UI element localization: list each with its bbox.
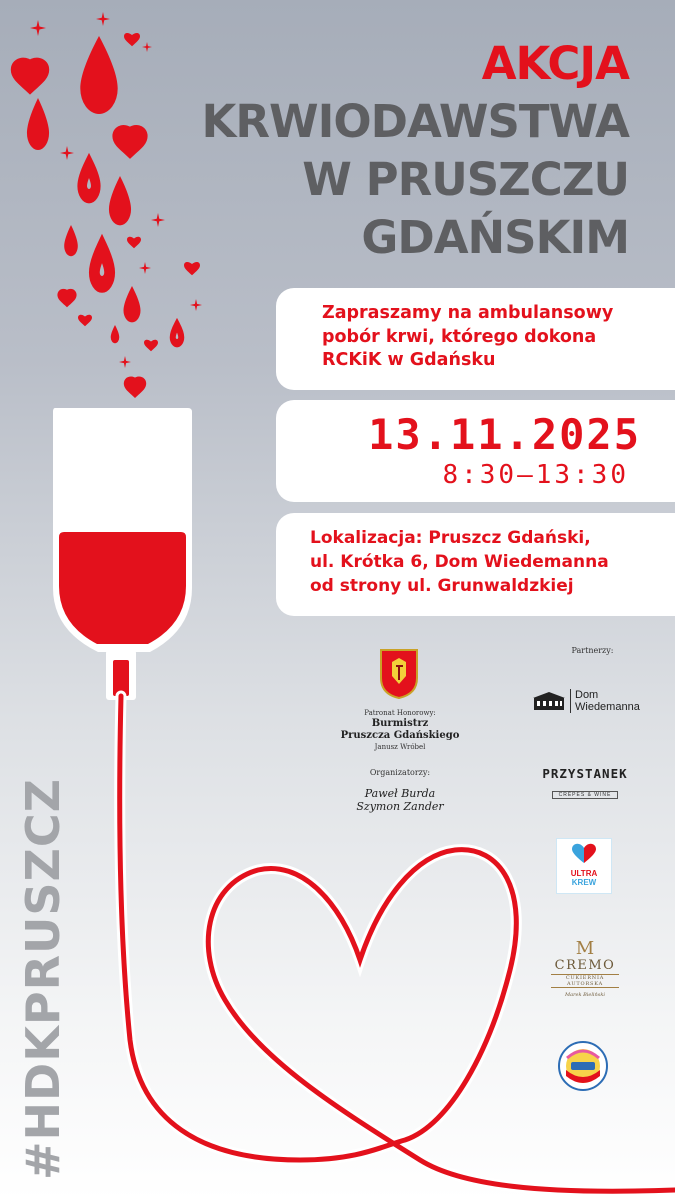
title-line-2: KRWIODAWSTWA: [201, 95, 629, 148]
location-line-3: od strony ul. Grunwaldzkiej: [310, 576, 574, 596]
intro-panel: [276, 288, 675, 390]
coat-of-arms-icon: [379, 648, 419, 700]
ultra-line-2: KREW: [571, 878, 597, 887]
heart-icon: [18, 65, 42, 85]
logo-ultra-krew: [556, 838, 612, 894]
heart-icon: [184, 262, 200, 275]
ultra-line-1: ULTRA: [570, 869, 598, 878]
sparkle-icon: [30, 20, 46, 36]
sparkle-icon: [151, 213, 165, 227]
event-date: 13.11.2025: [368, 410, 641, 459]
heart-icon: [78, 315, 92, 327]
location-panel: [276, 513, 675, 616]
cremo-signature: Marek Bieliński: [565, 992, 605, 998]
location-line-2: ul. Krótka 6, Dom Wiedemanna: [310, 552, 609, 572]
blood-drop-icon: [109, 176, 131, 225]
house-icon: [532, 691, 566, 711]
intro-line-2: pobór krwi, którego dokona: [322, 326, 597, 347]
patronage: [325, 708, 475, 752]
patronage-title-1: Burmistrz: [371, 718, 429, 729]
heart-icon: [127, 237, 141, 249]
title-line-4: GDAŃSKIM: [361, 211, 629, 264]
przystanek-sub: CRÊPES & WINE: [552, 791, 619, 799]
blood-drop-icon: [173, 325, 182, 343]
intro-line-3: RCKiK w Gdańsku: [322, 350, 496, 370]
patronage-title-2: Pruszcza Gdańskiego: [340, 730, 460, 741]
organizers-label: Organizatorzy:: [369, 768, 431, 777]
heart-icon: [128, 381, 142, 393]
heart-icon: [119, 132, 141, 150]
blood-bag-icon: [53, 408, 192, 700]
sparkle-icon: [190, 299, 202, 311]
dom-line-2: Wiedemanna: [575, 701, 640, 713]
blood-drop-icon: [82, 165, 96, 196]
patronage-label: Patronat Honorowy:: [364, 709, 436, 717]
heart-icon: [571, 843, 597, 865]
patronage-name: Janusz Wróbel: [374, 743, 426, 751]
title-line-1: AKCJA: [481, 37, 629, 90]
logo-przystanek: [530, 766, 640, 800]
dom-text: [570, 689, 640, 713]
cremo-name: CREMO: [554, 958, 616, 973]
blood-drop-icon: [124, 286, 141, 322]
blood-drop-icon: [27, 98, 49, 150]
organizer-name: Paweł Burda: [364, 787, 436, 800]
organizers-names: [325, 787, 475, 813]
blood-drop-icon: [64, 225, 78, 256]
location-line-1: Lokalizacja: Pruszcz Gdański,: [310, 528, 591, 548]
blood-drop-icon: [111, 325, 120, 343]
partners-label: Partnerzy:: [571, 646, 614, 655]
organizer-name: Szymon Zander: [356, 800, 444, 813]
przystanek-name: PRZYSTANEK: [542, 766, 628, 781]
cremo-sub: CUKIERNIA AUTORSKA: [551, 974, 619, 988]
sparkle-icon: [142, 42, 152, 52]
heart-icon: [61, 292, 73, 302]
sparkle-icon: [60, 146, 74, 160]
sparkle-icon: [119, 356, 131, 368]
sparkle-icon: [139, 262, 151, 274]
dom-line-1: Dom: [575, 689, 599, 701]
intro-line-1: Zapraszamy na ambulansowy: [322, 303, 614, 323]
title-line-3: W PRUSZCZU: [302, 153, 629, 206]
heart-icon: [124, 33, 140, 46]
blood-drop-icon: [94, 248, 109, 284]
logo-przedszkole: [557, 1040, 609, 1092]
logo-dom-wiedemanna: [532, 689, 640, 713]
date-panel: [276, 400, 675, 502]
cremo-monogram: M: [575, 938, 595, 959]
logo-cremo: [545, 940, 625, 998]
event-time: 8:30–13:30: [442, 460, 629, 490]
heart-icon: [144, 340, 158, 352]
sparkle-icon: [96, 12, 110, 26]
blood-drop-icon: [80, 36, 117, 114]
hashtag: #HDKPRUSZCZ: [16, 778, 70, 1180]
